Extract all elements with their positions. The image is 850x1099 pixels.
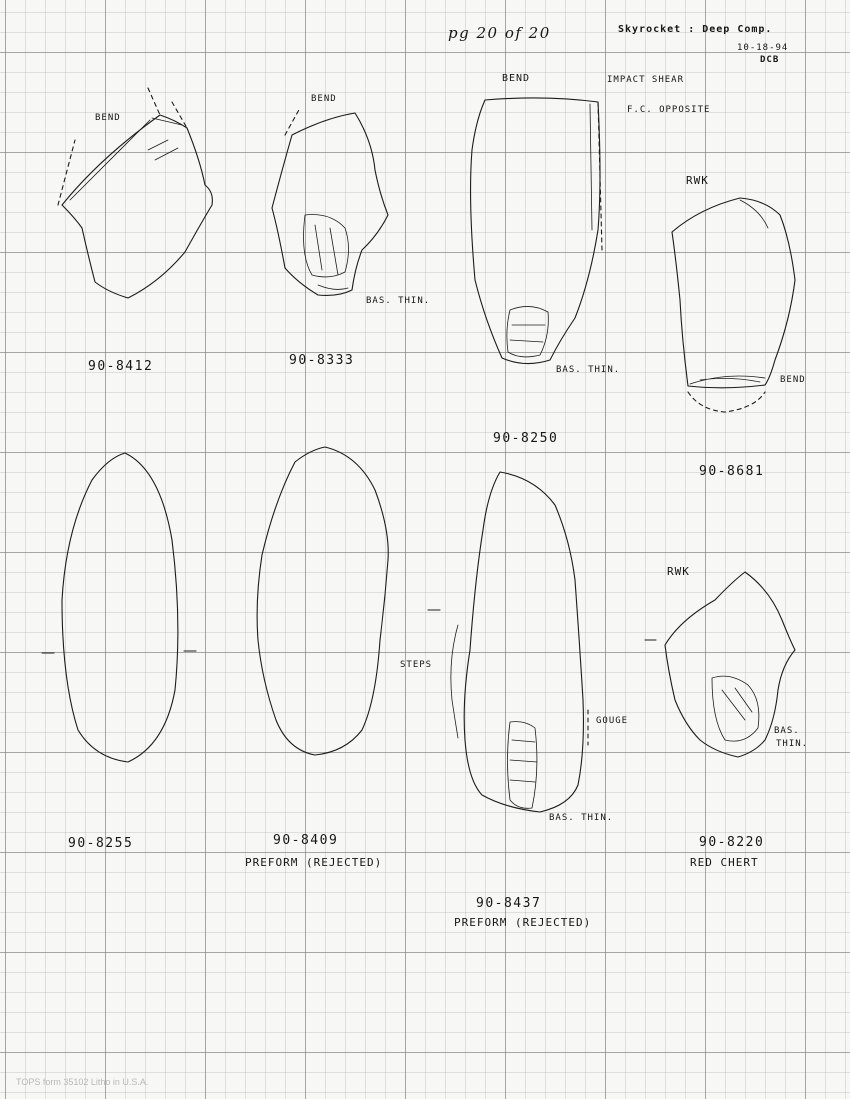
specimen-note-8437: PREFORM (REJECTED) (454, 916, 592, 929)
artifact-8437-outline (428, 472, 588, 812)
specimen-id-8333: 90-8333 (289, 353, 355, 368)
form-footer: TOPS form 35102 Litho in U.S.A. (16, 1077, 149, 1087)
artifact-8255-outline (42, 453, 196, 762)
site-name: Skyrocket : Deep Comp. (618, 24, 773, 35)
artifact-8681-outline (672, 198, 795, 412)
bend-label-8250: BEND (502, 73, 531, 84)
fc-opposite-label: F.C. OPPOSITE (627, 105, 711, 115)
specimen-id-8255: 90-8255 (68, 836, 134, 851)
specimen-note-8220: RED CHERT (690, 856, 759, 869)
artifact-8220-outline (645, 572, 795, 757)
date: 10-18-94 (737, 43, 789, 53)
specimen-id-8220: 90-8220 (699, 835, 765, 850)
rwk-label-8220: RWK (667, 565, 690, 578)
specimen-id-8437: 90-8437 (476, 896, 542, 911)
bend-label-8333: BEND (311, 94, 337, 104)
artifact-8250-outline (471, 98, 602, 364)
specimen-id-8409: 90-8409 (273, 833, 339, 848)
bend-label-8412: BEND (95, 113, 121, 123)
bas-thin-label-8437: BAS. THIN. (549, 813, 614, 823)
rwk-label-8681: RWK (686, 174, 709, 187)
specimen-id-8412: 90-8412 (88, 359, 154, 374)
page-number: pg 20 of 20 (448, 24, 551, 42)
specimen-note-8409: PREFORM (REJECTED) (245, 856, 383, 869)
bas-label-8220: BAS. (774, 726, 800, 736)
artifact-8333-outline (272, 108, 388, 295)
steps-label: STEPS (400, 660, 433, 670)
bend-label-8681: BEND (780, 375, 806, 385)
impact-shear-label: IMPACT SHEAR (607, 75, 685, 85)
thin-label-8220: THIN. (776, 739, 809, 749)
artifact-8409-outline (257, 447, 388, 755)
artifact-8412-outline (58, 88, 212, 298)
bas-thin-label-8333: BAS. THIN. (366, 296, 431, 306)
specimen-id-8250: 90-8250 (493, 431, 559, 446)
gouge-label: GOUGE (596, 716, 629, 726)
specimen-id-8681: 90-8681 (699, 464, 765, 479)
bas-thin-label-8250: BAS. THIN. (556, 365, 621, 375)
initials: DCB (760, 55, 780, 65)
